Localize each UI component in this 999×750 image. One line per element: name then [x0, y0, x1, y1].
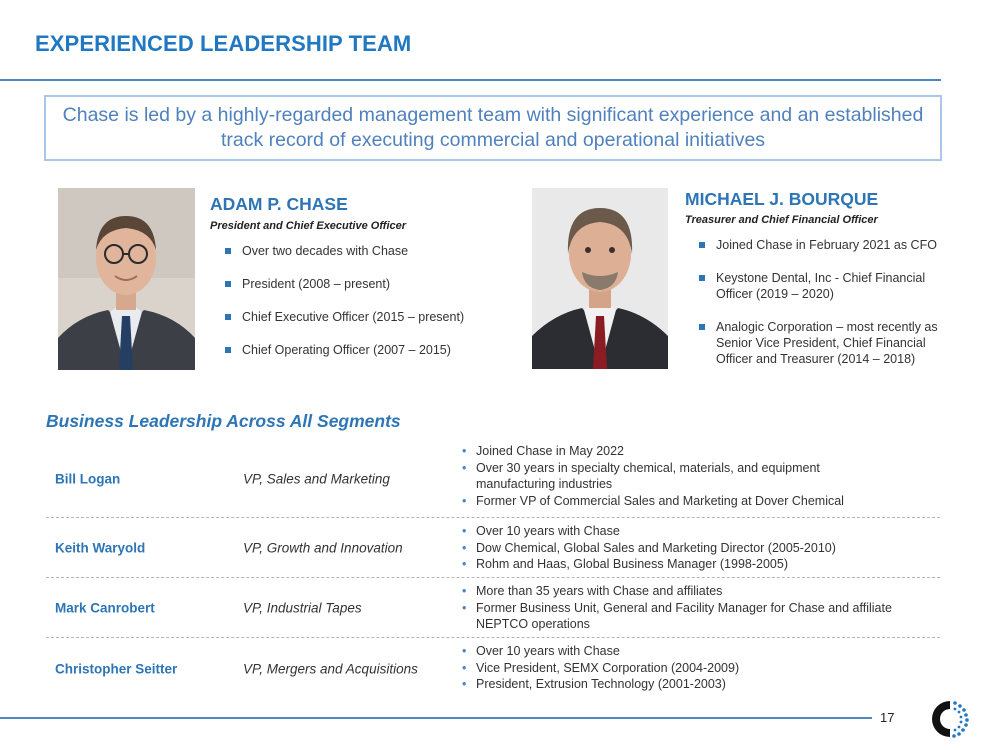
- page-title: EXPERIENCED LEADERSHIP TEAM: [35, 31, 412, 56]
- leader-title: VP, Industrial Tapes: [243, 600, 362, 615]
- footer-divider: [0, 717, 872, 719]
- leader-bullets: [456, 583, 896, 633]
- leader-bullets: [456, 523, 896, 573]
- leader-name: Bill Logan: [55, 471, 121, 487]
- leader-name: Keith Waryold: [55, 540, 146, 555]
- summary-callout: [44, 95, 942, 161]
- leader-bullet: • Vice President, SEMX Corporation (2004-2009): [456, 660, 896, 677]
- leader-row: [46, 578, 940, 638]
- exec-role: Treasurer and Chief Financial Officer: [685, 214, 878, 226]
- leader-bullet: • Dow Chemical, Global Sales and Marketing Director (2005-2010): [456, 540, 896, 557]
- exec-name: ADAM P. CHASE: [210, 194, 348, 214]
- leader-bullet: • President, Extrusion Technology (2001-2003): [456, 676, 896, 693]
- leader-title: VP, Growth and Innovation: [243, 540, 403, 555]
- leader-bullets: [456, 643, 896, 693]
- title-divider: [0, 79, 941, 81]
- exec-bullet: Chief Executive Officer (2015 – present): [225, 309, 505, 325]
- exec-photo-adam-chase: [58, 188, 195, 370]
- exec-role: President and Chief Executive Officer: [210, 220, 407, 232]
- leader-title: VP, Sales and Marketing: [243, 471, 390, 487]
- leader-name: Christopher Seitter: [55, 661, 178, 677]
- exec-bullet: Joined Chase in February 2021 as CFO: [699, 237, 964, 253]
- leader-row: [46, 441, 940, 518]
- exec-bullet: President (2008 – present): [225, 276, 505, 292]
- leader-bullet: • Rohm and Haas, Global Business Manager (1998-2005): [456, 556, 896, 573]
- exec-bullets: [699, 237, 964, 367]
- leader-bullet: • Over 10 years with Chase: [456, 643, 896, 660]
- exec-bullet: Chief Operating Officer (2007 – 2015): [225, 342, 505, 358]
- exec-photo-michael-bourque: [532, 188, 668, 369]
- leader-bullet: • Former VP of Commercial Sales and Marketing at Dover Chemical: [456, 493, 896, 510]
- leader-bullet: • Former Business Unit, General and Facility Manager for Chase and affiliate NEPTCO operations: [456, 600, 896, 633]
- leader-bullet: • Over 30 years in specialty chemical, materials, and equipment manufacturing industries: [456, 460, 896, 493]
- leader-bullet: • Over 10 years with Chase: [456, 523, 896, 540]
- exec-bullet: Analogic Corporation – most recently as Senior Vice President, Chief Financial Officer and Treasurer (2014 – 2018): [699, 319, 964, 367]
- leader-row: [46, 518, 940, 578]
- chase-logo-icon: [928, 697, 972, 746]
- callout-text: Chase is led by a highly-regarded management team with significant experience and an established track record of executing commercial and operational initiatives: [62, 104, 924, 151]
- leader-bullets: [456, 443, 896, 509]
- page-number: 17: [880, 710, 895, 725]
- exec-name: MICHAEL J. BOURQUE: [685, 189, 879, 209]
- section-title: Business Leadership Across All Segments: [46, 411, 401, 431]
- exec-bullet: Over two decades with Chase: [225, 243, 505, 259]
- exec-bullets: [225, 243, 505, 358]
- leader-name: Mark Canrobert: [55, 600, 155, 615]
- leader-title: VP, Mergers and Acquisitions: [243, 661, 418, 677]
- leader-row: [46, 638, 940, 700]
- leaders-table: [46, 441, 940, 700]
- leader-bullet: • Joined Chase in May 2022: [456, 443, 896, 460]
- leader-bullet: • More than 35 years with Chase and affiliates: [456, 583, 896, 600]
- exec-bullet: Keystone Dental, Inc - Chief Financial Officer (2019 – 2020): [699, 270, 964, 302]
